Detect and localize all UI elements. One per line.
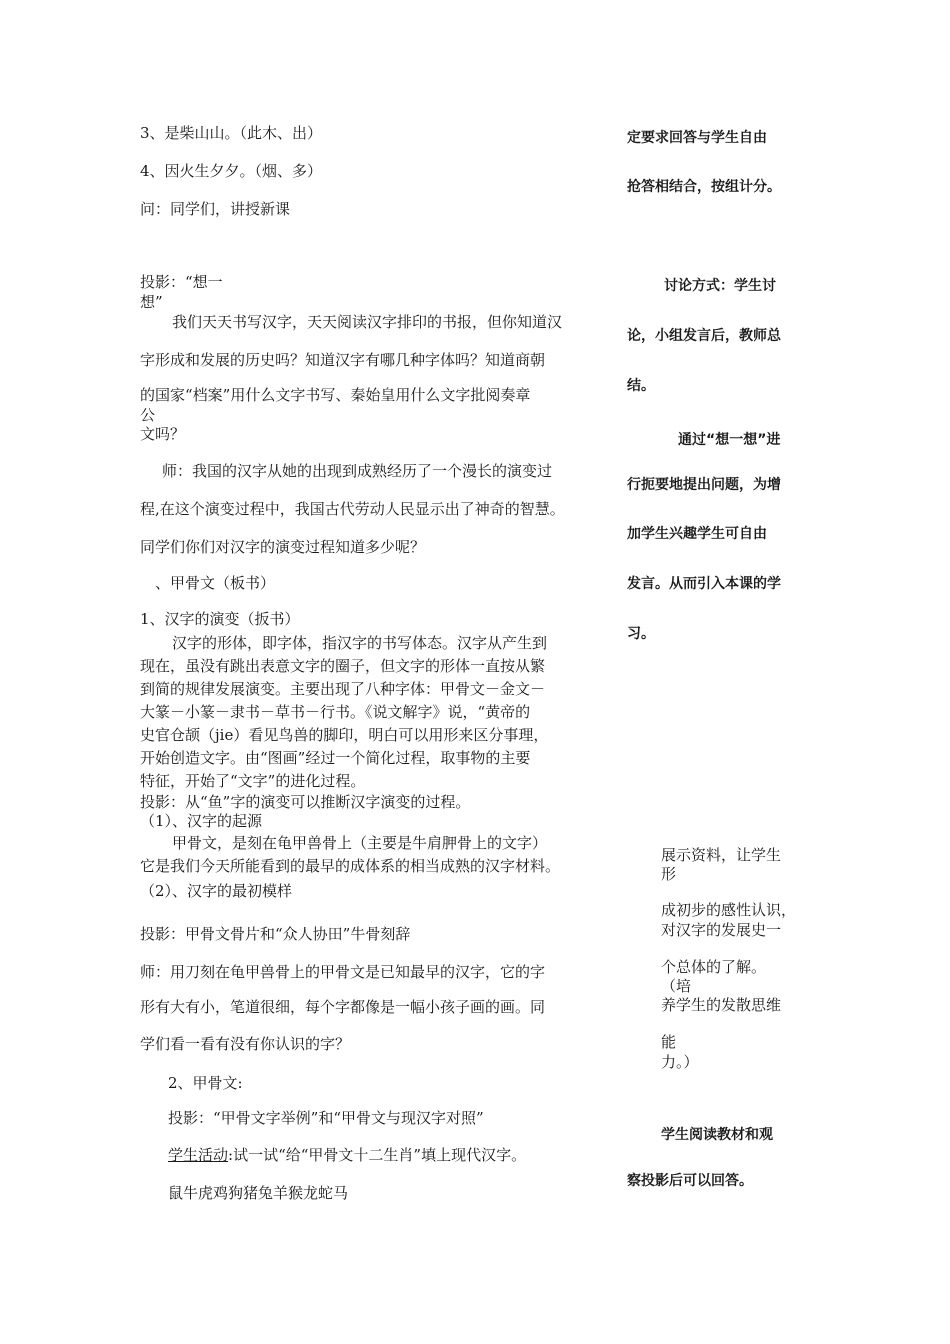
paragraph-intro-line2: 字形成和发展的历史吗？知道汉字有哪几种字体吗？知道商朝: [140, 351, 546, 369]
note-reading-line1: 学生阅读教材和观: [661, 1127, 773, 1143]
question-4: 4、因火生夕夕。（烟、多）: [140, 162, 323, 180]
student-activity-label: 学生活动: [168, 1146, 229, 1164]
note-materials-line6: （培: [661, 977, 692, 995]
note-scoring: 抢答相结合，按组计分。: [627, 179, 781, 195]
teacher-paragraph-line2: 程,在这个演变过程中，我国古代劳动人民显示出了神奇的智慧。: [140, 500, 565, 518]
evolution-paragraph-line4: 大篆－小篆－隶书－草书－行书。《说文解字》说，“黄帝的: [140, 703, 531, 721]
note-materials-line4: 对汉字的发展史一: [661, 921, 782, 939]
projection-fish: 投影：从“鱼”字的演变可以推断汉字演变的过程。: [140, 793, 471, 811]
note-think-line1: 通过“想一想”进: [678, 432, 781, 448]
paragraph-intro-line1: 我们天天书写汉字，天天阅读汉字排印的书报，但你知道汉: [172, 313, 563, 331]
evolution-paragraph-line7: 特征，开始了“文字”的进化过程。: [140, 772, 366, 790]
paragraph-intro-line3: 的国家“档案”用什么文字书写、秦始皇用什么文字批阅奏章: [140, 386, 531, 404]
note-materials-line3: 成初步的感性认识，: [661, 901, 797, 919]
teacher-paragraph-line1: 师：我国的汉字从她的出现到成熟经历了一个漫长的演变过: [162, 462, 553, 480]
heading-oracle-bone-2: 2、甲骨文:: [168, 1074, 243, 1092]
origin-paragraph-line2: 它是我们今天所能看到的最早的成体系的相当成熟的汉字材料。: [140, 857, 561, 875]
heading-evolution: 1、汉字的演变（扳书）: [140, 610, 300, 628]
origin-paragraph-line1: 甲骨文，是刻在龟甲兽骨上（主要是牛肩胛骨上的文字）: [172, 834, 548, 852]
projection-bone-pieces: 投影：甲骨文骨片和“众人协田”牛骨刻辞: [140, 925, 411, 943]
student-activity: [168, 1146, 526, 1164]
subheading-origin: （1）、汉字的起源: [140, 812, 263, 830]
paragraph-intro-line4: 公: [140, 406, 156, 424]
evolution-paragraph-line5: 史官仓颉（jie）看见鸟兽的脚印，明白可以用形来区分事理，: [140, 726, 549, 744]
note-reading-line2: 察投影后可以回答。: [627, 1173, 753, 1189]
projection-think-label: 投影：“想一: [140, 273, 223, 291]
evolution-paragraph-line2: 现在，虽没有跳出表意文字的圈子，但文字的形体一直按从繁: [140, 657, 546, 675]
note-materials-line8: 能: [661, 1033, 677, 1051]
heading-oracle-bone: 、甲骨文（板书）: [155, 574, 276, 592]
projection-think-label-cont: 想”: [140, 293, 163, 311]
teacher-paragraph-line3: 同学们你们对汉字的演变过程知道多少呢？: [140, 538, 426, 556]
teacher-oracle-line2: 形有大有小，笔道很细，每个字都像是一幅小孩子画的画。同: [140, 998, 546, 1016]
note-discussion-line2: 论，小组发言后，教师总: [627, 328, 781, 344]
note-materials-line1: 展示资料，让学生: [661, 846, 782, 864]
subheading-earliest-form: （2）、汉字的最初模样: [140, 882, 293, 900]
question-3: 3、是柴山山。（此木、出）: [140, 124, 323, 142]
projection-examples: 投影：“甲骨文字举例”和“甲骨文与现汉字对照”: [168, 1109, 484, 1127]
note-think-line2: 行扼要地提出问题，为增: [627, 477, 781, 493]
evolution-paragraph-line1: 汉字的形体，即字体，指汉字的书写体态。汉字从产生到: [172, 634, 548, 652]
note-think-line5: 习。: [627, 626, 655, 642]
transition-line: 问：同学们，讲授新课: [140, 200, 291, 218]
evolution-paragraph-line3: 到简的规律发展演变。主要出现了八种字体：甲骨文－金文－: [140, 680, 546, 698]
zodiac-characters: 鼠牛虎鸡狗猪兔羊猴龙蛇马: [168, 1184, 349, 1202]
teacher-oracle-line1: 师：用刀刻在龟甲兽骨上的甲骨文是已知最早的汉字，它的字: [140, 963, 546, 981]
note-materials-line7: 养学生的发散思维: [661, 996, 782, 1014]
note-discussion-line1: 讨论方式：学生讨: [664, 278, 776, 294]
paragraph-intro-line5: 文吗？: [140, 425, 186, 443]
student-activity-text: :试一试“给“甲骨文十二生肖”填上现代汉字。: [228, 1146, 527, 1164]
teacher-oracle-line3: 学们看一看有没有你认识的字？: [140, 1035, 351, 1053]
note-answer-rule: 定要求回答与学生自由: [627, 130, 767, 146]
note-materials-line2: 形: [661, 865, 677, 883]
note-materials-line5: 个总体的了解。: [661, 958, 767, 976]
note-materials-line9: 力。）: [661, 1053, 699, 1071]
evolution-paragraph-line6: 开始创造文字。由“图画”经过一个简化过程，取事物的主要: [140, 749, 531, 767]
note-think-line4: 发言。从而引入本课的学: [627, 576, 781, 592]
note-discussion-line3: 结。: [627, 378, 655, 394]
note-think-line3: 加学生兴趣学生可自由: [627, 526, 767, 542]
